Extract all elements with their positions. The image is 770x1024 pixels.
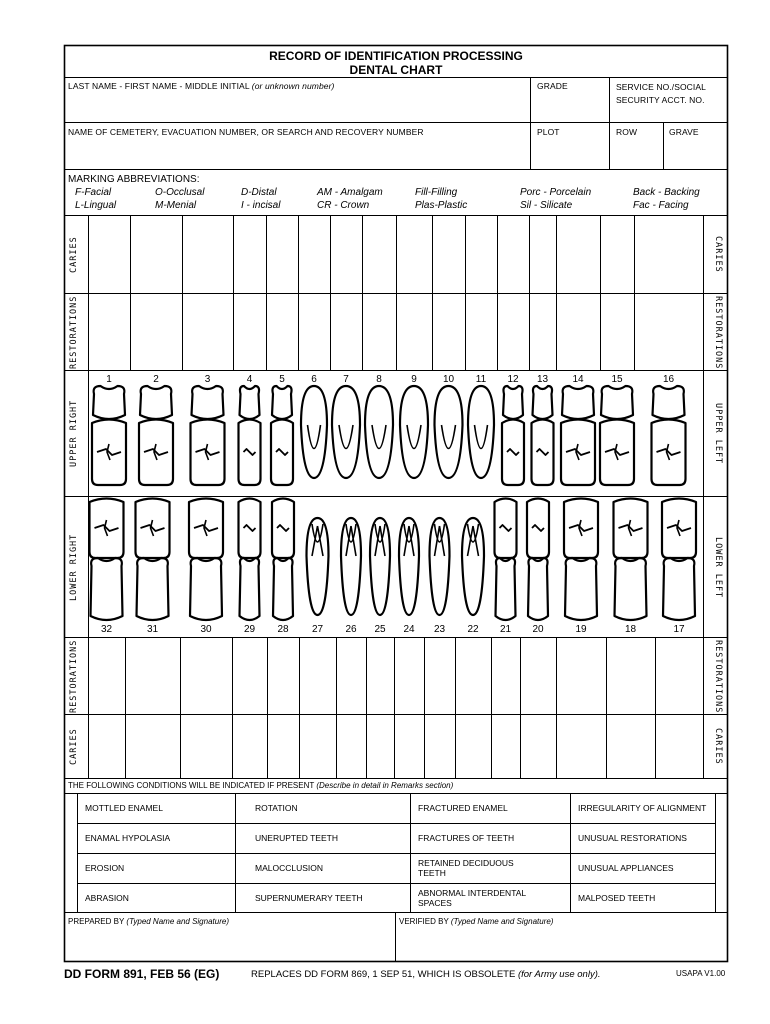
abbreviation-item: O-Occlusal [155,187,205,198]
abbreviation-item: L-Lingual [75,200,117,211]
condition-checkbox-supernumerary-teeth[interactable]: SUPERNUMERARY TEETH [255,893,363,903]
tooth-number: 23 [433,624,446,635]
tooth-2[interactable] [139,386,173,485]
abbreviation-item: Fac - Facing [633,200,689,211]
tooth-32[interactable] [90,499,124,621]
tooth-21[interactable] [495,499,517,621]
condition-checkbox-fractures-of-teeth[interactable]: FRACTURES OF TEETH [418,833,515,843]
tooth-number: 3 [204,374,211,385]
lower-right-label: LOWER RIGHT [69,533,79,601]
abbreviation-item: M-Menial [155,200,197,211]
tooth-27[interactable] [307,518,329,615]
service-label-line1: SERVICE NO./SOCIAL [616,82,706,92]
tooth-number: 6 [311,374,317,385]
abbreviation-item: Porc - Porcelain [520,187,592,198]
tooth-19[interactable] [564,499,598,621]
form-title: RECORD OF IDENTIFICATION PROCESSING [269,49,523,63]
lower-left-label: LOWER LEFT [713,536,723,598]
abbreviation-item: Fill-Filling [415,187,458,198]
abbreviation-item: I - incisal [241,200,281,211]
tooth-31[interactable] [136,499,170,621]
condition-checkbox-enamal-hypolasia[interactable]: ENAMAL HYPOLASIA [85,833,171,843]
tooth-8[interactable] [365,386,393,478]
upper-left-label: UPPER LEFT [713,402,723,464]
form-subtitle: DENTAL CHART [349,63,443,77]
tooth-29[interactable] [239,499,261,621]
tooth-number: 19 [575,624,587,635]
tooth-number: 16 [662,374,675,385]
tooth-number: 29 [243,624,256,635]
tooth-number: 26 [345,624,357,635]
tooth-23[interactable] [430,518,450,615]
tooth-number: 17 [673,624,685,635]
verified-hint: (Typed Name and Signature) [450,917,554,926]
replaces-text: REPLACES DD FORM 869, 1 SEP 51, WHICH IS OBSOLETE [251,969,516,980]
caries-label-left: CARIES [69,727,79,765]
tooth-number: 11 [475,374,487,385]
grave-label: GRAVE [669,127,699,137]
abbreviations-heading: MARKING ABBREVIATIONS: [68,174,200,185]
caries-label-right: CARIES [713,235,723,273]
prepared-hint: (Typed Name and Signature) [126,917,229,926]
condition-checkbox-unusual-restorations[interactable]: UNUSUAL RESTORATIONS [578,833,687,843]
version-label: USAPA V1.00 [676,969,726,978]
tooth-number: 5 [279,374,285,385]
tooth-number: 31 [146,624,159,635]
condition-checkbox-rotation[interactable]: ROTATION [255,803,298,813]
verified-by-field[interactable] [399,917,553,926]
plot-label: PLOT [537,127,560,137]
tooth-number: 25 [374,624,386,635]
tooth-11[interactable] [468,386,494,478]
restorations-label-right: RESTORATIONS [713,639,723,713]
tooth-12[interactable] [502,386,524,485]
tooth-6[interactable] [301,386,327,478]
abbreviation-item: AM - Amalgam [317,187,383,198]
tooth-24[interactable] [399,518,419,615]
condition-checkbox-abrasion[interactable]: ABRASION [85,893,129,903]
tooth-number: 14 [572,374,584,385]
tooth-number: 8 [376,374,382,385]
tooth-1[interactable] [92,386,126,485]
upper-right-label: UPPER RIGHT [69,399,79,467]
restorations-label-right: RESTORATIONS [713,295,723,369]
tooth-5[interactable] [271,386,293,485]
abbreviation-item: Sil - Silicate [520,200,573,211]
tooth-22[interactable] [462,518,484,615]
tooth-number: 1 [106,374,112,385]
tooth-17[interactable] [662,499,696,621]
tooth-number: 30 [200,624,212,635]
tooth-number: 10 [442,374,455,385]
restorations-label-left: RESTORATIONS [69,295,79,369]
condition-checkbox-unerupted-teeth[interactable]: UNERUPTED TEETH [255,833,338,843]
tooth-16[interactable] [652,386,686,485]
caries-label-right: CARIES [713,727,723,765]
tooth-number: 18 [624,624,637,635]
replaces-hint: (for Army use only). [517,969,601,980]
caries-label-left: CARIES [69,235,79,273]
condition-checkbox-erosion[interactable]: EROSION [85,863,125,873]
tooth-number: 2 [153,374,159,385]
tooth-15[interactable] [600,386,634,485]
condition-checkbox-fractured-enamel[interactable]: FRACTURED ENAMEL [418,803,508,813]
replaces-note [251,969,601,980]
name-hint: (or unknown number) [251,81,335,91]
tooth-number: 32 [100,624,113,635]
tooth-28[interactable] [272,499,294,621]
conditions-title: THE FOLLOWING CONDITIONS WILL BE INDICATED IF PRESENT [68,781,315,790]
tooth-30[interactable] [189,499,223,621]
condition-checkbox-unusual-appliances[interactable]: UNUSUAL APPLIANCES [578,863,674,873]
tooth-number: 21 [499,624,512,635]
form-number: DD FORM 891, FEB 56 (EG) [64,967,220,981]
abbreviation-item: D-Distal [241,187,277,198]
tooth-number: 12 [507,374,519,385]
tooth-26[interactable] [341,518,361,615]
abbreviation-item: CR - Crown [317,200,370,211]
abbreviation-item: Back - Backing [633,187,700,198]
condition-checkbox-malocclusion[interactable]: MALOCCLUSION [255,863,324,873]
restorations-label-left: RESTORATIONS [69,639,79,713]
condition-checkbox-retained-deciduous-teeth[interactable]: RETAINED DECIDUOUS TEETH [418,858,514,878]
tooth-number: 13 [536,374,549,385]
tooth-number: 15 [611,374,623,385]
tooth-25[interactable] [370,518,390,615]
abbreviation-item: F-Facial [75,187,112,198]
condition-checkbox-abnormal-interdental-spaces[interactable]: ABNORMAL INTERDENTAL SPACES [418,888,526,908]
tooth-number: 4 [246,374,253,385]
tooth-14[interactable] [561,386,595,485]
row-label: ROW [616,127,638,137]
tooth-number: 9 [411,374,417,385]
tooth-4[interactable] [239,386,261,485]
conditions-hint: (Describe in detail in Remarks section) [316,781,454,790]
tooth-13[interactable] [532,386,554,485]
condition-checkbox-mottled-enamel[interactable]: MOTTLED ENAMEL [85,803,163,813]
tooth-7[interactable] [332,386,360,478]
prepared-label: PREPARED BY [68,917,125,926]
service-label-line2: SECURITY ACCT. NO. [616,95,705,105]
tooth-number: 27 [311,624,324,635]
tooth-number: 22 [467,624,479,635]
conditions-heading [68,781,453,790]
prepared-by-field[interactable] [68,917,229,926]
tooth-9[interactable] [400,386,428,478]
cemetery-label: NAME OF CEMETERY, EVACUATION NUMBER, OR SEARCH AND RECOVERY NUMBER [68,127,424,137]
tooth-20[interactable] [527,499,549,621]
tooth-number: 28 [277,624,289,635]
name-label: LAST NAME - FIRST NAME - MIDDLE INITIAL [68,81,250,91]
abbreviation-item: Plas-Plastic [415,200,468,211]
tooth-number: 24 [403,624,415,635]
tooth-18[interactable] [614,499,648,621]
verified-label: VERIFIED BY [399,917,449,926]
tooth-number: 20 [532,624,544,635]
tooth-number: 7 [343,374,349,385]
tooth-10[interactable] [435,386,463,478]
tooth-3[interactable] [191,386,225,485]
grade-label: GRADE [537,81,568,91]
condition-checkbox-irregularity-of-alignment[interactable]: IRREGULARITY OF ALIGNMENT [578,803,707,813]
condition-checkbox-malposed-teeth[interactable]: MALPOSED TEETH [578,893,656,903]
